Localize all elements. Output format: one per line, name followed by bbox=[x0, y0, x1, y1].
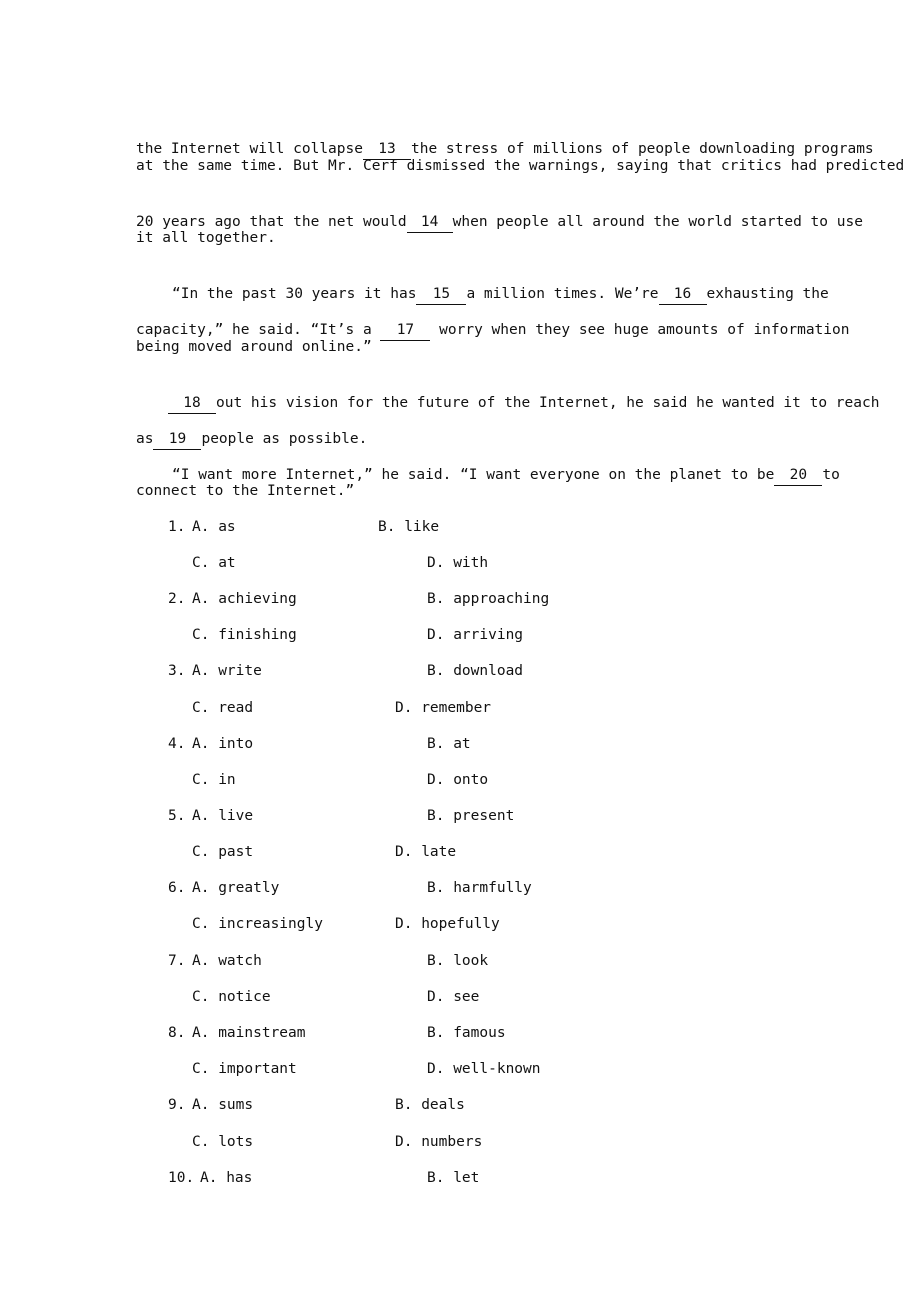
option-d: D. arriving bbox=[427, 627, 524, 643]
option-d: D. with bbox=[427, 555, 489, 571]
passage-line: 18 out his vision for the future of the Internet, he said he wanted it to reach bbox=[168, 373, 879, 414]
question-number: 9. bbox=[168, 1097, 186, 1113]
option-d: D. see bbox=[427, 989, 480, 1005]
option-a: A. greatly bbox=[192, 880, 280, 896]
option-b: B. let bbox=[427, 1170, 480, 1186]
option-a: A. write bbox=[192, 663, 262, 679]
blank-18: 18 bbox=[168, 395, 216, 414]
question-number: 6. bbox=[168, 880, 186, 896]
option-c: C. notice bbox=[192, 989, 271, 1005]
option-c: C. at bbox=[192, 555, 236, 571]
option-c: C. read bbox=[192, 700, 254, 716]
question-number: 8. bbox=[168, 1025, 186, 1041]
option-c: C. increasingly bbox=[192, 916, 323, 932]
option-a: A. into bbox=[192, 736, 254, 752]
option-a: A. sums bbox=[192, 1097, 254, 1113]
passage-line: the Internet will collapse 13 the stress of millions of people downloading programs bbox=[136, 119, 874, 160]
option-b: B. download bbox=[427, 663, 524, 679]
option-d: D. numbers bbox=[395, 1134, 483, 1150]
blank-17: 17 bbox=[380, 322, 430, 341]
option-d: D. hopefully bbox=[395, 916, 500, 932]
passage-line: being moved around online.” bbox=[136, 339, 372, 355]
question-number: 3. bbox=[168, 663, 186, 679]
blank-15: 15 bbox=[416, 286, 466, 305]
option-c: C. finishing bbox=[192, 627, 297, 643]
option-c: C. important bbox=[192, 1061, 297, 1077]
option-b: B. harmfully bbox=[427, 880, 532, 896]
question-number: 7. bbox=[168, 953, 186, 969]
passage-line: it all together. bbox=[136, 230, 276, 246]
option-b: B. at bbox=[427, 736, 471, 752]
option-a: A. achieving bbox=[192, 591, 297, 607]
option-b: B. like bbox=[378, 519, 440, 535]
passage-line: 20 years ago that the net would 14 when people all around the world started to use bbox=[136, 192, 863, 233]
option-a: A. as bbox=[192, 519, 236, 535]
blank-16: 16 bbox=[659, 286, 707, 305]
question-number: 5. bbox=[168, 808, 186, 824]
option-d: D. onto bbox=[427, 772, 489, 788]
option-b: B. approaching bbox=[427, 591, 550, 607]
passage-line: “I want more Internet,” he said. “I want everyone on the planet to be 20 to bbox=[172, 445, 840, 486]
passage-line: “In the past 30 years it has 15 a million times. We’re 16 exhausting the bbox=[172, 264, 829, 305]
blank-19: 19 bbox=[153, 431, 201, 450]
option-d: D. late bbox=[395, 844, 457, 860]
option-b: B. present bbox=[427, 808, 515, 824]
option-a: A. live bbox=[192, 808, 254, 824]
option-c: C. past bbox=[192, 844, 254, 860]
option-d: D. well-known bbox=[427, 1061, 541, 1077]
option-a: A. mainstream bbox=[192, 1025, 306, 1041]
option-b: B. famous bbox=[427, 1025, 506, 1041]
blank-14: 14 bbox=[407, 214, 453, 233]
blank-13: 13 bbox=[363, 141, 411, 160]
option-c: C. lots bbox=[192, 1134, 254, 1150]
passage-line: at the same time. But Mr. Cerf dismissed the warnings, saying that critics had predicted bbox=[136, 158, 905, 174]
option-c: C. in bbox=[192, 772, 236, 788]
question-number: 10. bbox=[168, 1170, 195, 1186]
option-d: D. remember bbox=[395, 700, 492, 716]
question-number: 2. bbox=[168, 591, 186, 607]
option-a: A. watch bbox=[192, 953, 262, 969]
passage-line: connect to the Internet.” bbox=[136, 483, 355, 499]
option-b: B. deals bbox=[395, 1097, 465, 1113]
question-number: 4. bbox=[168, 736, 186, 752]
option-a: A. has bbox=[200, 1170, 253, 1186]
option-b: B. look bbox=[427, 953, 489, 969]
passage-line: capacity,” he said. “It’s a 17 worry when they see huge amounts of information bbox=[136, 300, 849, 341]
blank-20: 20 bbox=[774, 467, 822, 486]
question-number: 1. bbox=[168, 519, 186, 535]
passage-line: as 19 people as possible. bbox=[136, 409, 367, 450]
